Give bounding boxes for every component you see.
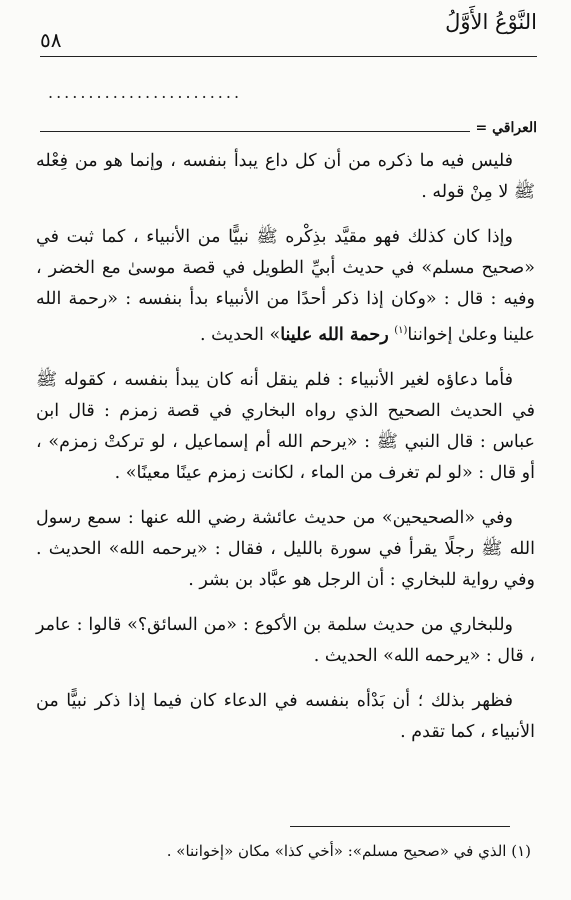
paragraph-3: فأما دعاؤه لغير الأنبياء : فلم ينقل أنه كان يبدأ بنفسه ، كقوله ﷺ في الحديث الصحيح الذي رواه البخاري في قصة زمزم : قال ابن عباس : قال النبي ﷺ : «يرحم الله أم إسماعيل ، لو تركتْ زمزم» ، أو قال : «لو لم تغرف من الماء ، لكانت زمزم عينًا معينًا» . <box>36 369 535 483</box>
paragraph-2-bold: رحمة الله علينا <box>280 324 389 345</box>
page-number: ٥٨ <box>40 28 62 52</box>
footnote-rule <box>290 826 510 827</box>
running-title: النَّوْعُ الأَوَّلُ <box>445 10 537 34</box>
page-header <box>40 4 537 57</box>
footnote: (١) الذي في «صحيح مسلم»: «أخي كذا» مكان «إخواننا» . <box>166 842 531 860</box>
paragraph-5: وللبخاري من حديث سلمة بن الأكوع : «من السائق؟» قالوا : عامر ، قال : «يرحمه الله» الحديث . <box>36 614 535 666</box>
paragraph-6: فظهر بذلك ؛ أن بَدْأه بنفسه في الدعاء كان فيما إذا ذكر نبيًّا من الأنبياء ، كما تقدم . <box>36 690 535 742</box>
marker-label: العراقي = <box>470 120 538 136</box>
paragraph-1: فليس فيه ما ذكره من أن كل داع يبدأ بنفسه ، وإنما هو من فِعْله ﷺ لا مِنْ قوله . <box>36 151 535 202</box>
ellipsis-separator: ........................ <box>48 83 243 102</box>
marker-rule <box>40 131 537 132</box>
commentary-marker <box>40 120 537 142</box>
main-text <box>36 146 535 762</box>
paragraph-2-end: » الحديث . <box>200 324 281 345</box>
paragraph-2-text: وإذا كان كذلك فهو مقيَّد بذِكْره ﷺ نبيًّا من الأنبياء ، كما ثبت في «صحيح مسلم» في حديث أبيِّ الطويل في قصة موسىٰ مع الخضر ، وفيه : قال : «وكان إذا ذكر أحدًا من الأنبياء بدأ بنفسه : «رحمة الله علينا وعلىٰ إخواننا <box>36 227 535 345</box>
paragraph-2 <box>36 222 535 351</box>
paragraph-4: وفي «الصحيحين» من حديث عائشة رضي الله عنها : سمع رسول الله ﷺ رجلًا يقرأ في سورة بالليل ، فقال : «يرحمه الله» الحديث . وفي رواية للبخاري : أن الرجل هو عبَّاد بن بشر . <box>36 507 535 590</box>
footnote-reference: (١) <box>394 325 408 336</box>
